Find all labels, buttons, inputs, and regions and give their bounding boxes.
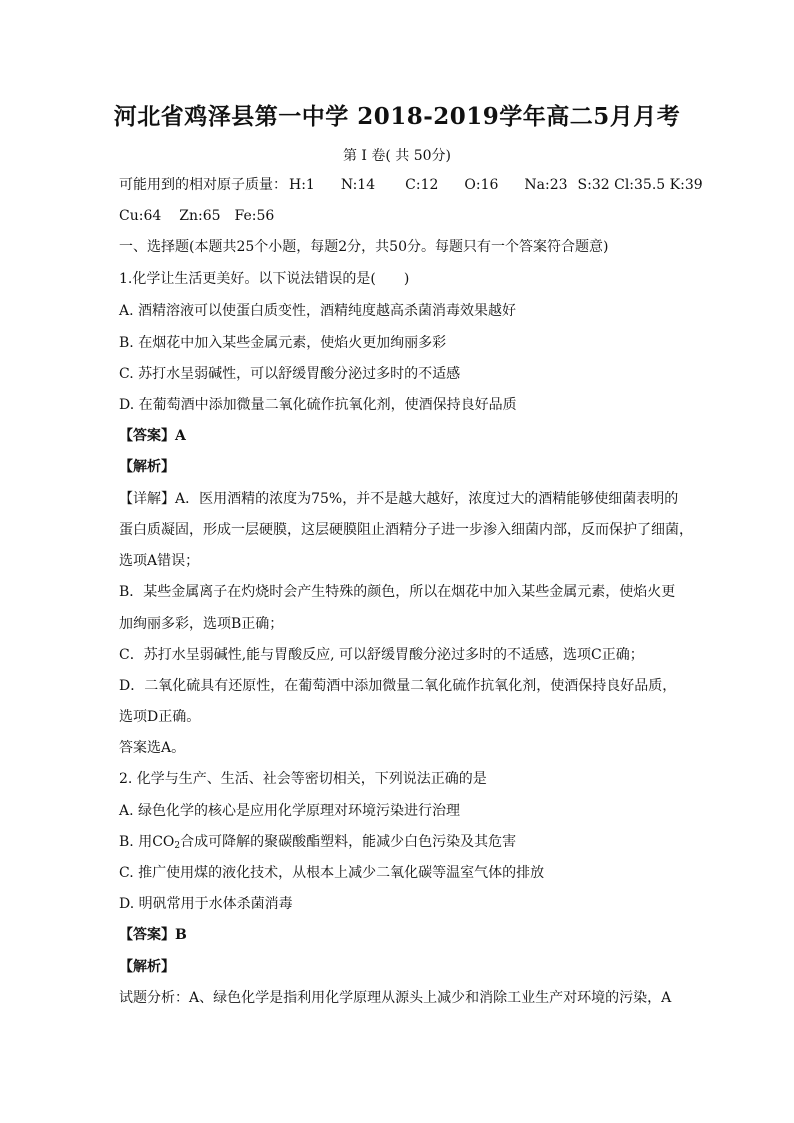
mass-n: N:14 [340, 177, 376, 193]
atomic-masses-label: 可能用到的相对原子质量： [119, 177, 287, 193]
question-1-final-answer: 答案选A。 [119, 740, 186, 756]
question-1-option-d: D. 在葡萄酒中添加微量二氧化硫作抗氧化剂，使酒保持良好品质 [119, 397, 517, 413]
question-1-detail-line: 选项A错误； [119, 553, 200, 569]
question-2-option-a: A. 绿色化学的核心是应用化学原理对环境污染进行治理 [119, 803, 461, 819]
mass-c: C:12 [405, 177, 439, 193]
question-2-answer: 【答案】B [119, 927, 187, 943]
question-1-detail-line: B．某些金属离子在灼烧时会产生特殊的颜色，所以在烟花中加入某些金属元素，使焰火更 [119, 584, 676, 600]
question-1-detail-line: D．二氧化硫具有还原性，在葡萄酒中添加微量二氧化硫作抗氧化剂，使酒保持良好品质， [119, 678, 677, 694]
section-subtitle: 第 I 卷( 共 50分) [342, 148, 452, 164]
question-1-detail-line: 选项D正确。 [119, 709, 201, 725]
question-2-stem: 2. 化学与生产、生活、社会等密切相关，下列说法正确的是 [119, 771, 487, 787]
question-2-option-d: D. 明矾常用于水体杀菌消毒 [119, 896, 293, 912]
mass-zn: Zn:65 [179, 208, 221, 224]
question-1-option-b: B. 在烟花中加入某些金属元素，使焰火更加绚丽多彩 [119, 335, 447, 351]
question-1-option-a: A. 酒精溶液可以使蛋白质变性，酒精纯度越高杀菌消毒效果越好 [119, 303, 517, 319]
question-1-detail-line: 【详解】A．医用酒精的浓度为75%，并不是越大越好，浓度过大的酒精能够使细菌表明的 [119, 491, 679, 507]
question-1-detail-line: C．苏打水呈弱碱性,能与胃酸反应, 可以舒缓胃酸分泌过多时的不适感，选项C正确； [119, 647, 644, 663]
question-2-option-b-prefix: B. 用CO [119, 834, 175, 850]
question-1-analysis-label: 【解析】 [119, 459, 175, 475]
page-title: 河北省鸡泽县第一中学 2018-2019学年高二5月月考 [113, 103, 681, 130]
subscript-2: 2 [174, 841, 181, 851]
mass-cu: Cu:64 [119, 208, 162, 224]
question-2-analysis-text: 试题分析：A、绿色化学是指利用化学原理从源头上减少和消除工业生产对环境的污染，A [119, 990, 672, 1006]
section-heading: 一、选择题(本题共25个小题，每题2分，共50分。每题只有一个答案符合题意) [119, 239, 609, 255]
question-2-option-b-text: 合成可降解的聚碳酸酯塑料，能减少白色污染及其危害 [180, 834, 517, 850]
atomic-masses-row-1 [119, 176, 703, 194]
mass-na: Na:23 [524, 177, 568, 193]
atomic-masses-row-2 [119, 207, 699, 225]
question-2-option-c: C. 推广使用煤的液化技术，从根本上减少二氧化碳等温室气体的排放 [119, 865, 545, 881]
mass-h: H:1 [289, 177, 315, 193]
question-2-option-b [119, 833, 699, 851]
question-1-detail-line: 加绚丽多彩，选项B正确； [119, 616, 284, 632]
question-1-stem: 1.化学让生活更美好。以下说法错误的是( ) [119, 271, 410, 287]
question-2-analysis-label: 【解析】 [119, 959, 175, 975]
question-1-option-c: C. 苏打水呈弱碱性，可以舒缓胃酸分泌过多时的不适感 [119, 366, 461, 382]
question-1-detail-line: 蛋白质凝固，形成一层硬膜，这层硬膜阻止酒精分子进一步渗入细菌内部，反而保护了细菌， [119, 522, 693, 538]
question-1-answer: 【答案】A [119, 428, 186, 444]
mass-s-cl-k: S:32 Cl:35.5 K:39 [577, 177, 703, 193]
mass-fe: Fe:56 [234, 208, 275, 224]
mass-o: O:16 [464, 177, 499, 193]
